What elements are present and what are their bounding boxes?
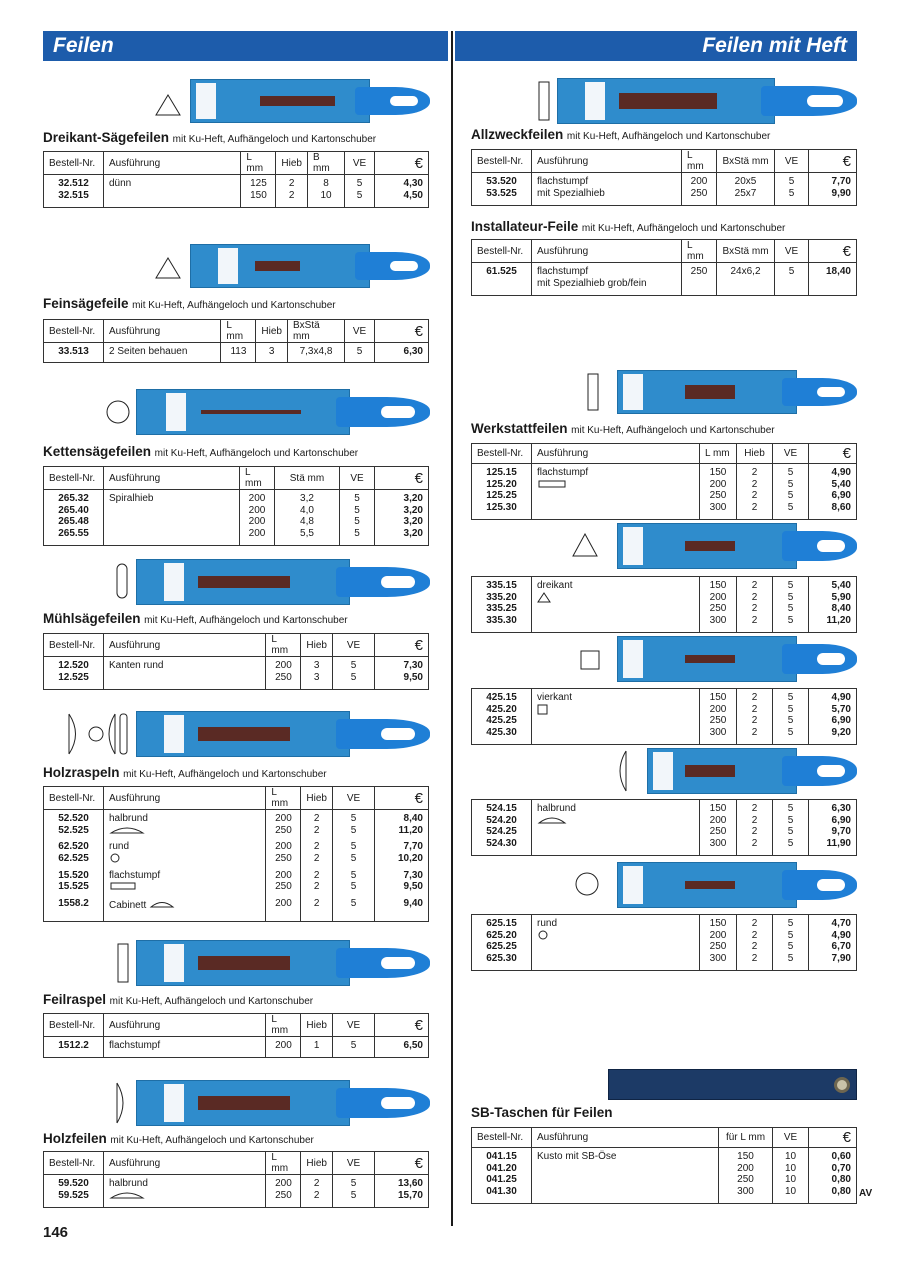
half-round-icon xyxy=(115,1081,131,1125)
circle-icon xyxy=(574,871,600,897)
table-feinsaege: Bestell-Nr. Ausführung L mm Hieb BxStä mm VE € 33.513 2 Seiten behauen 113 3 7,3x4,8 5 6,30 xyxy=(43,319,429,363)
table-allzweck: Bestell-Nr. Ausführung L mm BxStä mm VE € 53.520 53.525 flachstumpf mit Spezialhieb 200 250 20x5 25x7 5 5 7,70 9,90 xyxy=(471,149,857,206)
product-image-werkstatt-dreikant xyxy=(617,523,857,569)
product-image-werkstatt xyxy=(617,370,857,414)
page-number: 146 xyxy=(43,1224,69,1241)
half-round-icon xyxy=(149,898,175,908)
triangle-icon xyxy=(572,533,598,557)
section-title-holzraspeln: Holzraspeln mit Ku-Heft, Aufhängeloch und Kartonschuber xyxy=(43,765,327,780)
product-image-werkstatt-rund xyxy=(617,862,857,908)
triangle-icon xyxy=(155,94,181,116)
header-left-title: Feilen xyxy=(43,31,448,61)
product-image-sb-tasche xyxy=(608,1069,857,1100)
product-image-feinsaege xyxy=(190,244,430,288)
circle-icon xyxy=(537,930,551,940)
column-divider xyxy=(451,31,453,1226)
eyelet-icon xyxy=(834,1077,850,1093)
product-image-werkstatt-halbrund xyxy=(647,748,857,794)
product-image-dreikant xyxy=(190,79,430,123)
table-werkstatt-header: Bestell-Nr. Ausführung L mm Hieb VE € 125.15 125.20 125.25 125.30 flachstumpf 150 200 250 300 2 2 2 2 5 5 5 5 4,90 5,40 6,90 8,60 xyxy=(471,443,857,520)
table-holzfeilen: Bestell-Nr. Ausführung L mm Hieb VE € 59.520 59.525 halbrund 200 250 2 2 5 5 13,60 15,70 xyxy=(43,1151,429,1208)
availability-note: AV xyxy=(859,1188,873,1199)
half-round-icon xyxy=(612,749,628,793)
circle-icon xyxy=(105,399,131,425)
product-image-werkstatt-vierkant xyxy=(617,636,857,682)
product-image-feilraspel xyxy=(136,940,430,986)
table-werkstatt-rund: 625.15 625.20 625.25 625.30 rund 150 200 250 300 2 2 2 2 5 5 5 5 4,70 4,90 6,70 7,90 xyxy=(471,914,857,971)
product-image-holzfeilen xyxy=(136,1080,430,1126)
slot-icon xyxy=(587,373,599,411)
table-dreikant: Bestell-Nr. Ausführung L mm Hieb B mm VE € 32.512 32.515 dünn 125 150 2 2 8 10 5 5 4,30 4,50 xyxy=(43,151,429,208)
half-round-icon xyxy=(537,815,567,825)
triangle-icon xyxy=(155,257,181,279)
table-holzraspeln: Bestell-Nr. Ausführung L mm Hieb VE € 52.520 52.525 62.520 62.525 15.520 15.525 1558.2 halbrund rund flachstumpf Cabinett 200 250 200 250 200 250 200 2 2 2 2 2 2 2 5 5 5 5 5 5 5 8,40 11,20 7,70 10,20 7,30 9,50 9,40 xyxy=(43,786,429,922)
table-feilraspel: Bestell-Nr. Ausführung L mm Hieb VE € 1512.2 flachstumpf 200 1 5 6,50 xyxy=(43,1013,429,1058)
section-title-feinsaege: Feinsägefeile mit Ku-Heft, Aufhängeloch und Kartonschuber xyxy=(43,296,336,311)
section-title-dreikant: Dreikant-Sägefeilen mit Ku-Heft, Aufhängeloch und Kartonschuber xyxy=(43,130,377,145)
section-title-werkstatt: Werkstattfeilen mit Ku-Heft, Aufhängeloch und Kartonschuber xyxy=(471,421,775,436)
table-installateur: Bestell-Nr. Ausführung L mm BxStä mm VE € 61.525 flachstumpf mit Spezialhieb grob/fein 250 24x6,2 5 18,40 xyxy=(471,239,857,296)
section-title-feilraspel: Feilraspel mit Ku-Heft, Aufhängeloch und Kartonschuber xyxy=(43,992,314,1007)
section-title-ketten: Kettensägefeilen mit Ku-Heft, Aufhängeloch und Kartonschuber xyxy=(43,444,359,459)
product-image-allzweck xyxy=(557,78,857,124)
circle-icon xyxy=(109,853,123,863)
section-title-holzfeilen: Holzfeilen mit Ku-Heft, Aufhängeloch und Kartonschuber xyxy=(43,1131,314,1146)
table-werkstatt-halbrund: 524.15 524.20 524.25 524.30 halbrund 150 200 250 300 2 2 2 2 5 5 5 5 6,30 6,90 9,70 11,90 xyxy=(471,799,857,856)
table-werkstatt-dreikant: 335.15 335.20 335.25 335.30 dreikant 150 200 250 300 2 2 2 2 5 5 5 5 5,40 5,90 8,40 11,20 xyxy=(471,576,857,633)
header-right-title: Feilen mit Heft xyxy=(455,31,857,61)
product-image-muehl xyxy=(136,559,430,605)
triangle-icon xyxy=(537,592,551,603)
square-icon xyxy=(580,650,600,670)
table-werkstatt-vierkant: 425.15 425.20 425.25 425.30 vierkant 150 200 250 300 2 2 2 2 5 5 5 5 4,90 5,70 6,90 9,20 xyxy=(471,688,857,745)
product-image-ketten xyxy=(136,389,430,435)
table-muehl: Bestell-Nr. Ausführung L mm Hieb VE € 12.520 12.525 Kanten rund 200 250 3 3 5 5 7,30 9,50 xyxy=(43,633,429,690)
product-image-holzraspeln xyxy=(136,711,430,757)
flat-stump-icon xyxy=(537,479,567,489)
section-title-allzweck: Allzweckfeilen mit Ku-Heft, Aufhängeloch und Kartonschuber xyxy=(471,127,771,142)
profile-icons-holzraspeln xyxy=(67,712,129,756)
section-title-installateur: Installateur-Feile mit Ku-Heft, Aufhängeloch und Kartonschuber xyxy=(471,219,786,234)
table-sb: Bestell-Nr. Ausführung für L mm VE € 041.15 041.20 041.25 041.30 Kusto mit SB-Öse 150 200 250 300 10 10 10 10 0,60 0,70 0,80 0,80 xyxy=(471,1127,857,1204)
slot-icon xyxy=(538,81,550,121)
table-ketten: Bestell-Nr. Ausführung L mm Stä mm VE € 265.32 265.40 265.48 265.55 Spiralhieb 200 200 200 200 3,2 4,0 4,8 5,5 5 5 5 5 3,20 3,20 3,20 3,20 xyxy=(43,466,429,546)
section-title-sb: SB-Taschen für Feilen xyxy=(471,1105,613,1120)
slot-icon xyxy=(117,943,129,983)
half-round-icon xyxy=(109,1190,145,1200)
section-title-muehl: Mühlsägefeilen mit Ku-Heft, Aufhängeloch und Kartonschuber xyxy=(43,611,348,626)
half-round-icon xyxy=(109,825,145,835)
flat-stump-icon xyxy=(109,881,137,891)
square-icon xyxy=(537,704,551,715)
slot-icon xyxy=(116,563,128,599)
